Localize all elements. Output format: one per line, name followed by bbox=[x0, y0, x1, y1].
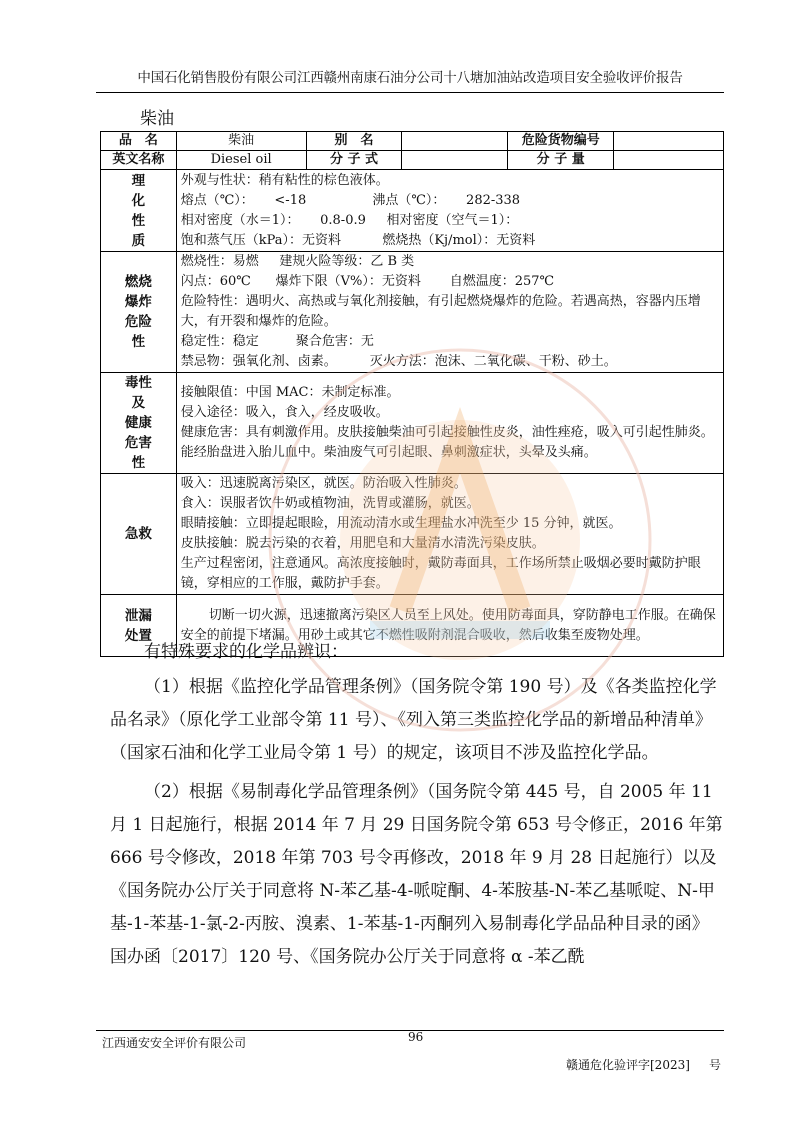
hazard-number-label: 危险货物编号 bbox=[508, 132, 614, 151]
fire-hazard-properties bbox=[176, 252, 723, 373]
first-aid-measures bbox=[176, 474, 723, 595]
report-header: 中国石化销售股份有限公司江西赣州南康石油分公司十八塘加油站改造项目安全验收评价报告 bbox=[137, 70, 683, 86]
first-aid-label: 急救 bbox=[101, 474, 177, 595]
formula-value bbox=[402, 151, 508, 170]
physchem-line: 熔点（℃）： <-18 沸点（℃）： 282-338 bbox=[180, 192, 521, 208]
first-aid-line: 眼睛接触：立即提起眼睑，用流动清水或生理盐水冲洗至少 15 分钟，就医。 bbox=[180, 516, 622, 531]
english-name-value: Diesel oil bbox=[176, 151, 306, 170]
fire-line: 危险特性：遇明火、高热或与氧化剂接触，有引起燃烧爆炸的危险。若遇高热，容器内压增大，有开裂和爆炸的危险。 bbox=[180, 294, 701, 329]
table-row bbox=[101, 132, 724, 151]
toxicity-label: 毒性 及 健康 危害 性 bbox=[101, 373, 177, 474]
first-aid-line: 食入：误服者饮牛奶或植物油，洗胃或灌肠，就医。 bbox=[180, 496, 480, 511]
toxicity-line: 健康危害：具有刺激作用。皮肤接触柴油可引起接触性皮炎，油性痤疮，吸入可引起性肺炎。能经胎盘进入胎儿血中。柴油废气可引起眼、鼻刺激症状，头晕及头痛。 bbox=[180, 425, 714, 460]
physchem-label: 理 化 性 质 bbox=[101, 170, 177, 252]
header-divider bbox=[96, 92, 724, 93]
name-label: 品 名 bbox=[101, 132, 177, 151]
molecular-weight-label: 分 子 量 bbox=[508, 151, 614, 170]
physchem-line: 饱和蒸气压（kPa）：无资料 燃烧热（Kj/mol）：无资料 bbox=[180, 232, 536, 248]
name-value: 柴油 bbox=[176, 132, 306, 151]
first-aid-line: 吸入：迅速脱离污染区，就医。防治吸入性肺炎。 bbox=[180, 476, 467, 491]
molecular-weight-value bbox=[614, 151, 724, 170]
body-text bbox=[110, 636, 724, 974]
formula-label: 分 子 式 bbox=[306, 151, 402, 170]
leak-disposal-label: 泄漏 处置 bbox=[101, 595, 177, 657]
hazard-number-value bbox=[614, 132, 724, 151]
alias-value bbox=[402, 132, 508, 151]
paragraph-monitored-chemicals: （1）根据《监控化学品管理条例》（国务院令第 190 号）及《各类监控化学品名录》（原化学工业部令第 11 号）、《列入第三类监控化学品的新增品种清单》（国家石油和化学工业局令第 1 号）的规定，该项目不涉及监控化学品。 bbox=[110, 677, 717, 763]
toxicity-properties bbox=[176, 373, 723, 474]
physchem-line: 相对密度（水＝1）： 0.8-0.9 相对密度（空气＝1）： bbox=[180, 212, 519, 228]
special-requirements-intro: 有特殊要求的化学品辨识： bbox=[144, 642, 348, 662]
physchem-line: 外观与性状：稍有粘性的棕色液体。 bbox=[180, 172, 389, 188]
table-row bbox=[101, 151, 724, 170]
paragraph-precursor-chemicals: （2）根据《易制毒化学品管理条例》（国务院令第 445 号，自 2005 年 11 月 1 日起施行，根据 2014 年 7 月 29 日国务院令第 653 号令修正，2016 年第 666 号令修改，2018 年第 703 号令再修改，2018 年 9 月 28 日起施行）以及《国务院办公厅关于同意将 N-苯乙基-4-哌啶酮、4-苯胺基-N-苯乙基哌啶、N-甲基-1-苯基-1-氯-2-丙胺、溴素、1-苯基-1-丙酮列入易制毒化学品品种目录的函》国办函〔2017〕120 号、《国务院办公厅关于同意将 α -苯乙酰 bbox=[110, 782, 723, 967]
section-title: 柴油 bbox=[140, 109, 174, 129]
fire-line: 燃烧性：易燃 建规火险等级：乙 B 类 bbox=[180, 254, 415, 269]
first-aid-line: 皮肤接触：脱去污染的衣着，用肥皂和大量清水清洗污染皮肤。 bbox=[180, 536, 545, 551]
fire-line: 稳定性：稳定 聚合危害：无 bbox=[180, 334, 374, 349]
fire-line: 闪点：60℃ 爆炸下限（V%）：无资料 自燃温度：257℃ bbox=[180, 274, 555, 289]
physchem-properties bbox=[176, 170, 723, 252]
toxicity-line: 侵入途径：吸入，食入，经皮吸收。 bbox=[180, 405, 389, 420]
first-aid-line: 生产过程密闭，注意通风。高浓度接触时，戴防毒面具，工作场所禁止吸烟必要时戴防护眼镜，穿相应的工作服，戴防护手套。 bbox=[180, 556, 701, 591]
table-row bbox=[101, 252, 724, 373]
fire-line: 禁忌物：强氧化剂、卤素。 灭火方法：泡沫、二氧化碳、干粉、砂土。 bbox=[180, 354, 617, 369]
toxicity-line: 接触限值：中国 MAC：未制定标准。 bbox=[180, 385, 400, 400]
table-row bbox=[101, 474, 724, 595]
report-code: 赣通危化验评字[2023] 号 bbox=[566, 1058, 721, 1072]
msds-table bbox=[100, 131, 724, 657]
leak-disposal-text: 切断一切火源，迅速撤离污染区人员至上风处。使用防毒面具，穿防静电工作服。在确保安全的前提下堵漏。用砂土或其它不燃性吸附剂混合吸收，然后收集至废物处理。 bbox=[180, 607, 716, 643]
page-number: 96 bbox=[408, 1030, 424, 1044]
table-row bbox=[101, 373, 724, 474]
footer-company: 江西通安安全评价有限公司 bbox=[102, 1036, 247, 1050]
fire-hazard-label: 燃烧 爆炸 危险 性 bbox=[101, 252, 177, 373]
table-row bbox=[101, 170, 724, 252]
alias-label: 别 名 bbox=[306, 132, 402, 151]
english-name-label: 英文名称 bbox=[101, 151, 177, 170]
